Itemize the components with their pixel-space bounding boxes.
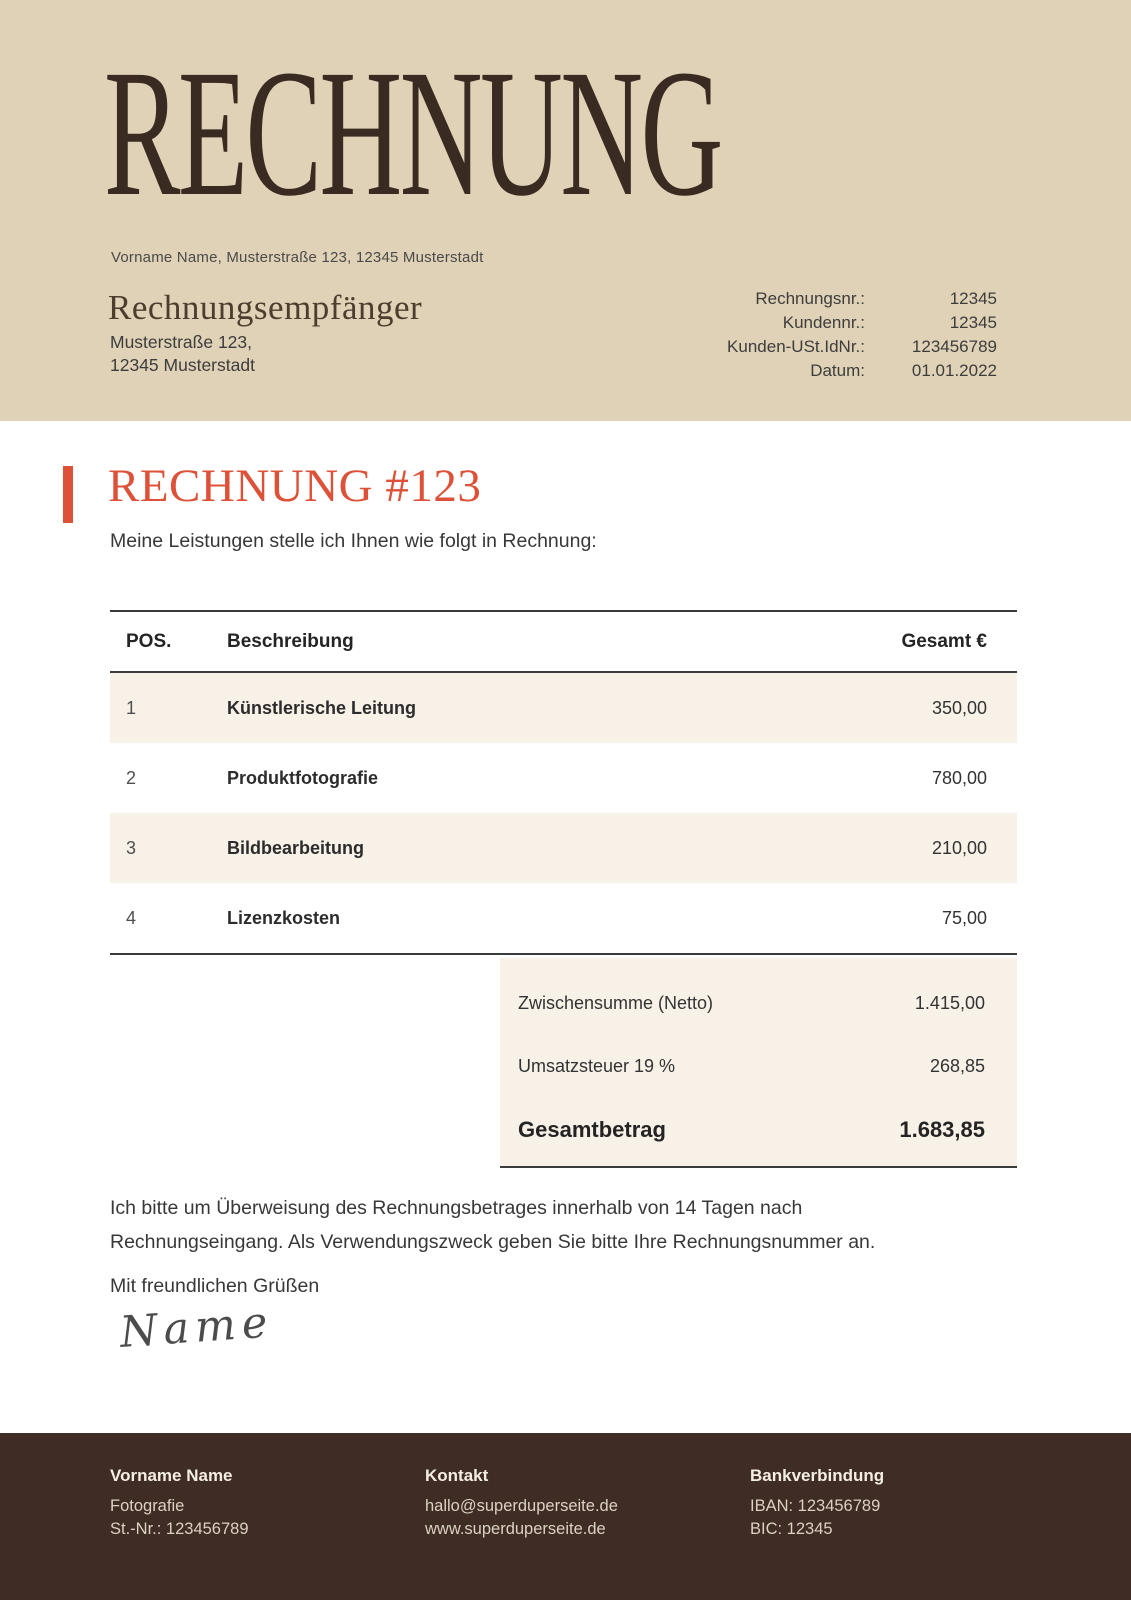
total-label: Gesamtbetrag	[518, 1116, 666, 1142]
summary-row-total	[500, 1098, 1017, 1161]
invoice-number-label: Rechnungsnr.:	[755, 289, 865, 308]
recipient-heading: Rechnungsempfänger	[108, 288, 423, 327]
item-amount: 780,00	[931, 767, 987, 788]
footer-contact-title: Kontakt	[425, 1466, 489, 1485]
recipient-city: 12345 Musterstadt	[110, 355, 255, 375]
vat-id-label: Kunden-USt.IdNr.:	[727, 337, 865, 356]
item-amount: 75,00	[941, 907, 987, 928]
table-row	[110, 883, 1017, 953]
sender-address-line: Vorname Name, Musterstraße 123, 12345 Musterstadt	[111, 249, 484, 266]
item-description: Bildbearbeitung	[227, 837, 365, 858]
item-description: Produktfotografie	[227, 767, 378, 788]
items-table	[110, 610, 1017, 955]
table-header-row	[110, 610, 1017, 673]
table-row	[110, 743, 1017, 813]
item-amount: 350,00	[931, 697, 987, 718]
summary-row-subtotal	[500, 972, 1017, 1035]
footer-bank-iban: IBAN: 123456789	[750, 1497, 881, 1515]
customer-number-label: Kundennr.:	[782, 313, 865, 332]
footer-owner-name: Vorname Name	[110, 1466, 233, 1485]
subtotal-value: 1.415,00	[914, 993, 985, 1013]
footer-column-owner	[110, 1466, 249, 1541]
accent-bar	[63, 466, 73, 523]
intro-text: Meine Leistungen stelle ich Ihnen wie folgt in Rechnung:	[110, 530, 597, 552]
item-description: Lizenzkosten	[227, 907, 341, 928]
footer-owner-tax-number: St.-Nr.: 123456789	[110, 1520, 249, 1538]
subtotal-label: Zwischensumme (Netto)	[518, 993, 714, 1013]
customer-number-value: 12345	[949, 313, 997, 332]
table-row	[110, 813, 1017, 883]
column-header-pos: POS.	[126, 630, 172, 652]
summary-box	[500, 958, 1017, 1168]
table-row	[110, 673, 1017, 743]
closing-text: Mit freundlichen Grüßen	[110, 1275, 320, 1297]
footer-bank-bic: BIC: 12345	[750, 1520, 833, 1538]
signature: Name	[118, 1297, 275, 1358]
vat-id-value: 123456789	[911, 337, 997, 356]
item-amount: 210,00	[931, 837, 987, 858]
column-header-description: Beschreibung	[227, 630, 354, 652]
payment-note	[110, 1191, 1010, 1259]
footer-section	[0, 1433, 1131, 1600]
vat-label: Umsatzsteuer 19 %	[518, 1056, 676, 1076]
footer-column-bank	[750, 1466, 884, 1541]
meta-row-vat-id	[577, 335, 997, 359]
date-value: 01.01.2022	[911, 361, 997, 380]
item-pos: 3	[126, 837, 137, 858]
invoice-number-value: 12345	[949, 289, 997, 308]
meta-row-date	[577, 359, 997, 383]
table-body	[110, 673, 1017, 955]
item-pos: 2	[126, 767, 137, 788]
footer-owner-profession: Fotografie	[110, 1497, 185, 1515]
footer-column-contact	[425, 1466, 618, 1541]
meta-row-customer-number	[577, 311, 997, 335]
meta-row-invoice-number	[577, 287, 997, 311]
total-value: 1.683,85	[899, 1116, 985, 1142]
invoice-heading: RECHNUNG #123	[108, 460, 482, 512]
document-title: RECHNUNG	[104, 33, 721, 234]
item-description: Künstlerische Leitung	[227, 697, 417, 718]
header-section	[0, 0, 1131, 421]
invoice-meta-block	[577, 287, 997, 383]
footer-contact-email: hallo@superduperseite.de	[425, 1497, 618, 1515]
payment-note-line2: Rechnungseingang. Als Verwendungszweck geben Sie bitte Ihre Rechnungsnummer an.	[110, 1231, 876, 1253]
date-label: Datum:	[810, 361, 865, 380]
column-header-total: Gesamt €	[901, 630, 987, 652]
item-pos: 1	[126, 697, 137, 718]
item-pos: 4	[126, 907, 137, 928]
summary-row-vat	[500, 1035, 1017, 1098]
recipient-street: Musterstraße 123,	[110, 332, 252, 352]
footer-contact-website: www.superduperseite.de	[425, 1520, 606, 1538]
vat-value: 268,85	[929, 1056, 985, 1076]
payment-note-line1: Ich bitte um Überweisung des Rechnungsbetrages innerhalb von 14 Tagen nach	[110, 1197, 803, 1219]
footer-bank-title: Bankverbindung	[750, 1466, 885, 1485]
